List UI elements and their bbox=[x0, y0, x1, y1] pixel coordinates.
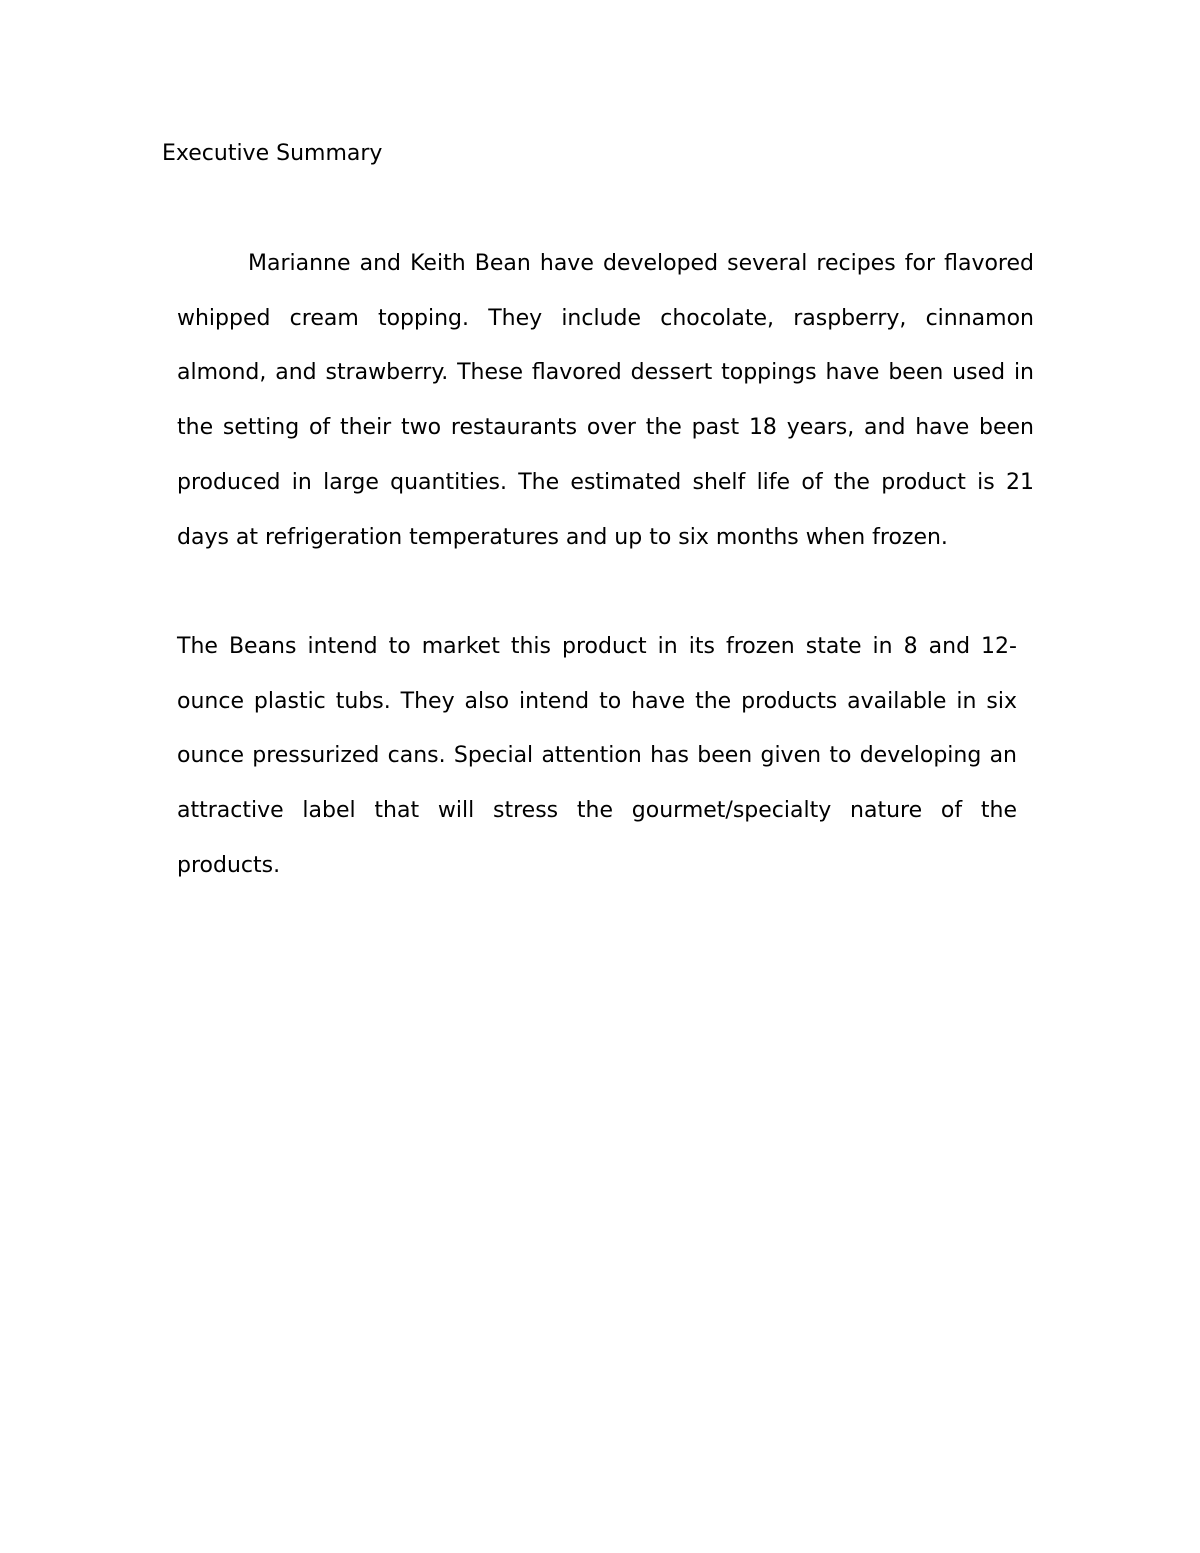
paragraph-product-overview: Marianne and Keith Bean have developed several recipes for flavored whipped cream topping. They include chocolate, raspberry, cinnamon almond, and strawberry. These flavored dessert toppings have been used in the setting of their two restaurants over the past 18 years, and have been produced in large quantities. The estimated shelf life of the product is 21 days at refrigeration temperatures and up to six months when frozen. bbox=[177, 251, 1034, 550]
paragraph-marketing-plan: The Beans intend to market this product in its frozen state in 8 and 12-ounce plastic tubs. They also intend to have the products available in six ounce pressurized cans. Special attention has been given to developing an attractive label that will stress the gourmet/specialty nature of the products. bbox=[177, 634, 1017, 878]
document-title: Executive Summary bbox=[162, 141, 383, 166]
